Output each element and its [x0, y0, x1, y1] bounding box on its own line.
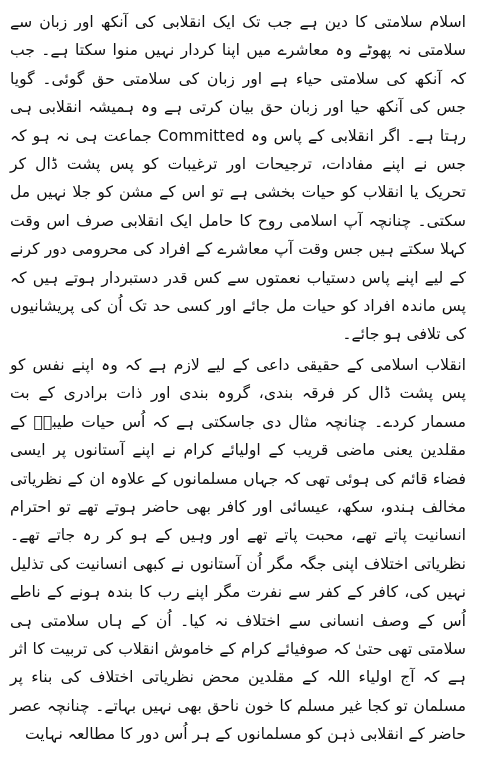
paragraph-2: انقلاب اسلامی کے حقیقی داعی کے لیے لازم ہے کہ وہ اپنے نفس کو پس پشت ڈال کر فرقہ بندی، گروہ بندی اور ذات برادری کے بت مسمار کردے۔ چنانچہ مثال دی جاسکتی ہے کہ اُس حیات طیبہؒ کے مقلدین یعنی ماضی قریب کے اولیائے کرام نے اپنے آستانوں پر ایسی فضاء قائم کی ہوئی تھی کہ جہاں مسلمانوں کے علاوہ ان کے نظریاتی مخالف ہندو، سکھ، عیسائی اور کافر بھی حاضر ہوتے تھے تو احترام انسانیت پاتے تھے، محبت پاتے تھے اور وہیں کے ہو کر رہ جاتے تھے۔ نظریاتی اختلاف اپنی جگہ مگر اُن آستانوں نے کبھی انسانیت کی تذلیل نہیں کی، کافر کے کفر سے نفرت مگر اپنے رب کا بندہ ہونے کے ناطے اُس کے وصف انسانی سے اختلاف نہ کیا۔ اُن کے ہاں سلامتی ہی سلامتی تھی حتیٰ کہ صوفیائے کرام کے خاموش انقلاب کی تربیت کا اثر ہے کہ آج اولیاء اللہ کے مقلدین محض نظریاتی اختلاف کی بناء پر مسلمان تو کجا غیر مسلم کا خون ناحق بھی نہیں بہاتے۔ چنانچہ عصر حاضر کے انقلابی ذہن کو مسلمانوں کے ہر اُس دور کا مطالعہ نہایت [10, 355, 466, 744]
paragraph-1: اسلام سلامتی کا دین ہے جب تک ایک انقلابی کی آنکھ اور زبان سے سلامتی نہ پھوٹے وہ معاشرے میں اپنا کردار نہیں منوا سکتا ہے۔ جب کہ آنکھ کی سلامتی حیاء ہے اور زبان کی سلامتی حق گوئی۔ گویا جس کی آنکھ حیا اور زبان حق بیان کرتی ہے وہ ہمیشہ انقلابی ہی رہتا ہے۔ اگر انقلابی کے پاس وہ Committed جماعت ہی نہ ہو کہ جس نے اپنے مفادات، ترجیحات اور ترغیبات کو پس پشت ڈال کر تحریک یا انقلاب کو حیات بخشی ہے تو اس کے مشن کو جلا نہیں مل سکتی۔ چنانچہ آپ اسلامی روح کا حامل ایک انقلابی صرف اس وقت کہلا سکتے ہیں جس وقت آپ معاشرے کے افراد کی محرومی دور کرنے کے لیے اپنے پاس دستیاب نعمتوں سے کس قدر دستبردار ہوتے ہیں کہ پس ماندہ افراد کو حیات مل جائے اور کسی حد تک اُن کی پریشانیوں کی تلافی ہو جائے۔ [10, 13, 466, 344]
